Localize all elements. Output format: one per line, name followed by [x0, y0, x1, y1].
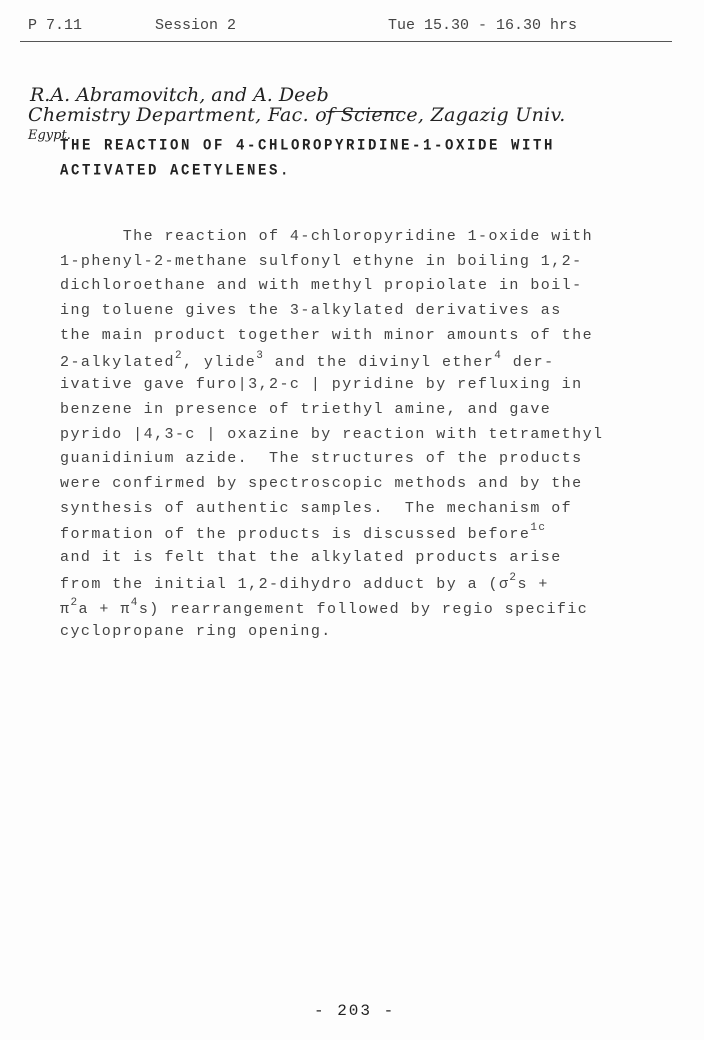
body-line: [60, 401, 551, 418]
page-number: - 203 -: [314, 1002, 396, 1020]
body-line: [60, 349, 555, 371]
authors: R.A. Abramovitch, and A. Deeb: [30, 84, 329, 106]
body-text: s +: [517, 575, 549, 593]
body-text: cyclopropane ring opening.: [60, 623, 332, 641]
reference-superscript: 2: [509, 571, 518, 584]
body-text: the main product together with minor amounts of the: [60, 326, 594, 344]
paper-code: P 7.11: [28, 17, 83, 34]
body-line: [60, 500, 572, 517]
reference-superscript: 2: [70, 596, 79, 609]
body-line: [60, 376, 583, 393]
body-line: [60, 327, 593, 344]
body-line: [60, 623, 332, 640]
body-text: π: [60, 600, 71, 618]
body-line: [60, 450, 583, 467]
body-text: and it is felt that the alkylated products arise: [60, 549, 562, 567]
body-text: synthesis of authentic samples. The mechanism of: [60, 499, 573, 517]
session-label: Session 2: [155, 17, 237, 34]
body-text: , ylide: [183, 353, 257, 371]
body-line: [60, 426, 603, 443]
body-text: formation of the products is discussed before: [60, 526, 531, 544]
body-line: [60, 253, 583, 270]
body-text: The reaction of 4-chloropyridine 1-oxide with: [60, 228, 594, 245]
reference-superscript: 4: [494, 349, 503, 362]
body-text: der-: [502, 353, 555, 371]
body-line: [60, 524, 546, 543]
body-text: benzene in presence of triethyl amine, and gave: [60, 400, 552, 418]
reference-superscript: 4: [130, 596, 139, 609]
body-line: [60, 277, 583, 294]
body-line: [60, 228, 593, 245]
body-line: [60, 571, 549, 593]
body-text: 2-alkylated: [60, 353, 175, 371]
header-rule: [20, 41, 672, 42]
session-time: Tue 15.30 - 16.30 hrs: [388, 17, 578, 34]
body-line: [60, 302, 562, 319]
affiliation: Chemistry Department, Fac. of Science, Zagazig Univ.: [28, 104, 566, 126]
body-text: dichloroethane and with methyl propiolate in boil-: [60, 277, 583, 295]
reference-superscript: 3: [256, 349, 265, 362]
body-text: pyrido |4,3-c | oxazine by reaction with tetramethyl: [60, 425, 604, 443]
body-text: a + π: [78, 600, 131, 618]
body-text: guanidinium azide. The structures of the products: [60, 450, 583, 468]
body-text: 1-phenyl-2-methane sulfonyl ethyne in boiling 1,2-: [60, 252, 583, 270]
title-line-2: ACTIVATED ACETYLENES.: [60, 162, 292, 180]
country: Egypt.: [28, 128, 71, 143]
body-text: ivative gave furo|3,2-c | pyridine by refluxing in: [60, 376, 583, 394]
body-text: were confirmed by spectroscopic methods and by the: [60, 475, 583, 492]
body-text: s) rearrangement followed by regio specific: [138, 600, 589, 618]
title-line-1: THE REACTION OF 4-CHLOROPYRIDINE-1-OXIDE WITH: [60, 137, 556, 155]
reference-superscript: 2: [174, 349, 184, 362]
body-text: ing toluene gives the 3-alkylated derivatives as: [60, 302, 562, 320]
body-line: [60, 596, 589, 618]
body-text: from the initial 1,2-dihydro adduct by a (σ: [60, 575, 510, 593]
body-line: [60, 475, 583, 492]
body-text: and the divinyl ether: [264, 353, 495, 371]
body-line: [60, 549, 562, 566]
reference-superscript: 1c: [530, 522, 547, 535]
